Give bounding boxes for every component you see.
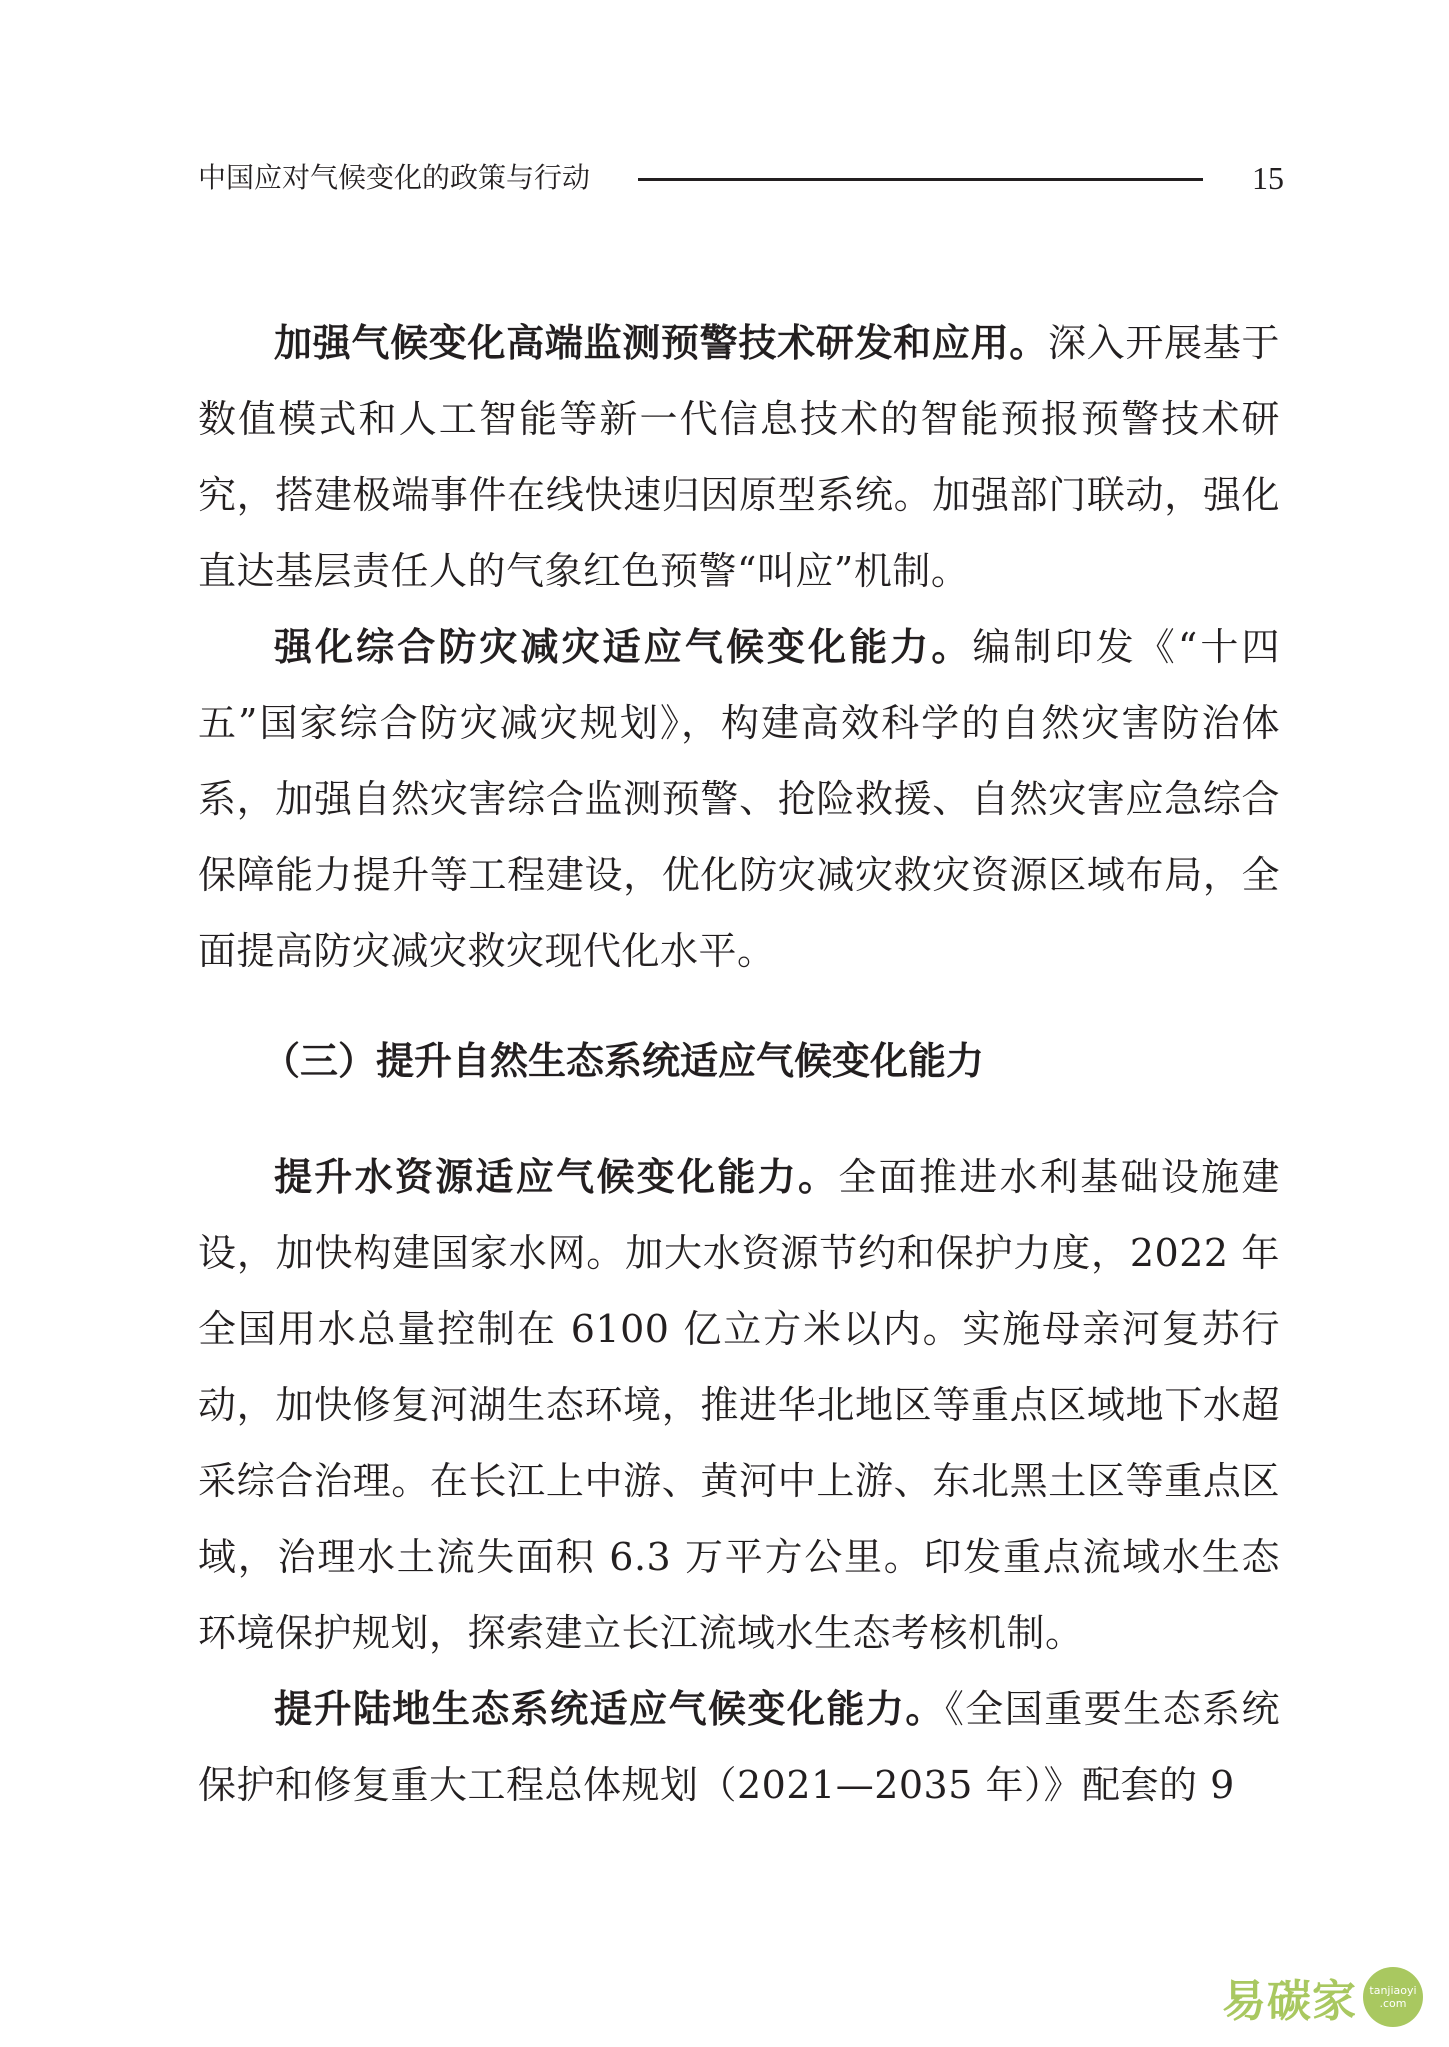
paragraph-text: 《全国重要生态系统保护和修复重大工程总体规划（2021—2035 年）》配套的 9: [198, 1687, 1280, 1807]
watermark-badge: [1363, 1967, 1423, 2027]
paragraph-water-resources: [198, 1139, 1280, 1671]
page-number: 15: [1252, 160, 1284, 196]
watermark-badge-line1: tanjiaoyi: [1369, 1984, 1417, 1997]
paragraph-monitoring: [198, 305, 1280, 609]
paragraph-lead: 加强气候变化高端监测预警技术研发和应用。: [274, 321, 1048, 365]
paragraph-text: 深入开展基于数值模式和人工智能等新一代信息技术的智能预报预警技术研究，搭建极端事件在线快速归因原型系统。加强部门联动，强化直达基层责任人的气象红色预警“叫应”机制。: [198, 321, 1280, 593]
header-rule: [638, 178, 1203, 181]
paragraph-disaster-prevention: [198, 609, 1280, 989]
section-heading: （三）提升自然生态系统适应气候变化能力: [262, 1039, 985, 1083]
running-header-title: 中国应对气候变化的政策与行动: [198, 161, 591, 194]
paragraph-lead: 提升陆地生态系统适应气候变化能力。: [274, 1687, 945, 1731]
watermark: [1222, 1965, 1423, 2029]
paragraph-text: 编制印发《“十四五”国家综合防灾减灾规划》，构建高效科学的自然灾害防治体系，加强自然灾害综合监测预警、抢险救援、自然灾害应急综合保障能力提升等工程建设，优化防灾减灾救灾资源区域布局，全面提高防灾减灾救灾现代化水平。: [198, 625, 1280, 973]
page-body: [198, 305, 1280, 1823]
watermark-badge-line2: .com: [1379, 1997, 1407, 2010]
paragraph-lead: 提升水资源适应气候变化能力。: [274, 1155, 839, 1199]
watermark-logo: 易碳家: [1222, 1976, 1357, 2027]
paragraph-lead: 强化综合防灾减灾适应气候变化能力。: [274, 625, 973, 669]
paragraph-text: 全面推进水利基础设施建设，加快构建国家水网。加大水资源节约和保护力度，2022 年全国用水总量控制在 6100 亿立方米以内。实施母亲河复苏行动，加快修复河湖生态环境，推进华北地区等重点区域地下水超采综合治理。在长江上中游、黄河中上游、东北黑土区等重点区域，治理水土流失面积 6.3 万平方公里。印发重点流域水生态环境保护规划，探索建立长江流域水生态考核机制。: [198, 1155, 1280, 1655]
paragraph-land-ecosystem: [198, 1671, 1280, 1823]
page-header: [198, 158, 1284, 198]
